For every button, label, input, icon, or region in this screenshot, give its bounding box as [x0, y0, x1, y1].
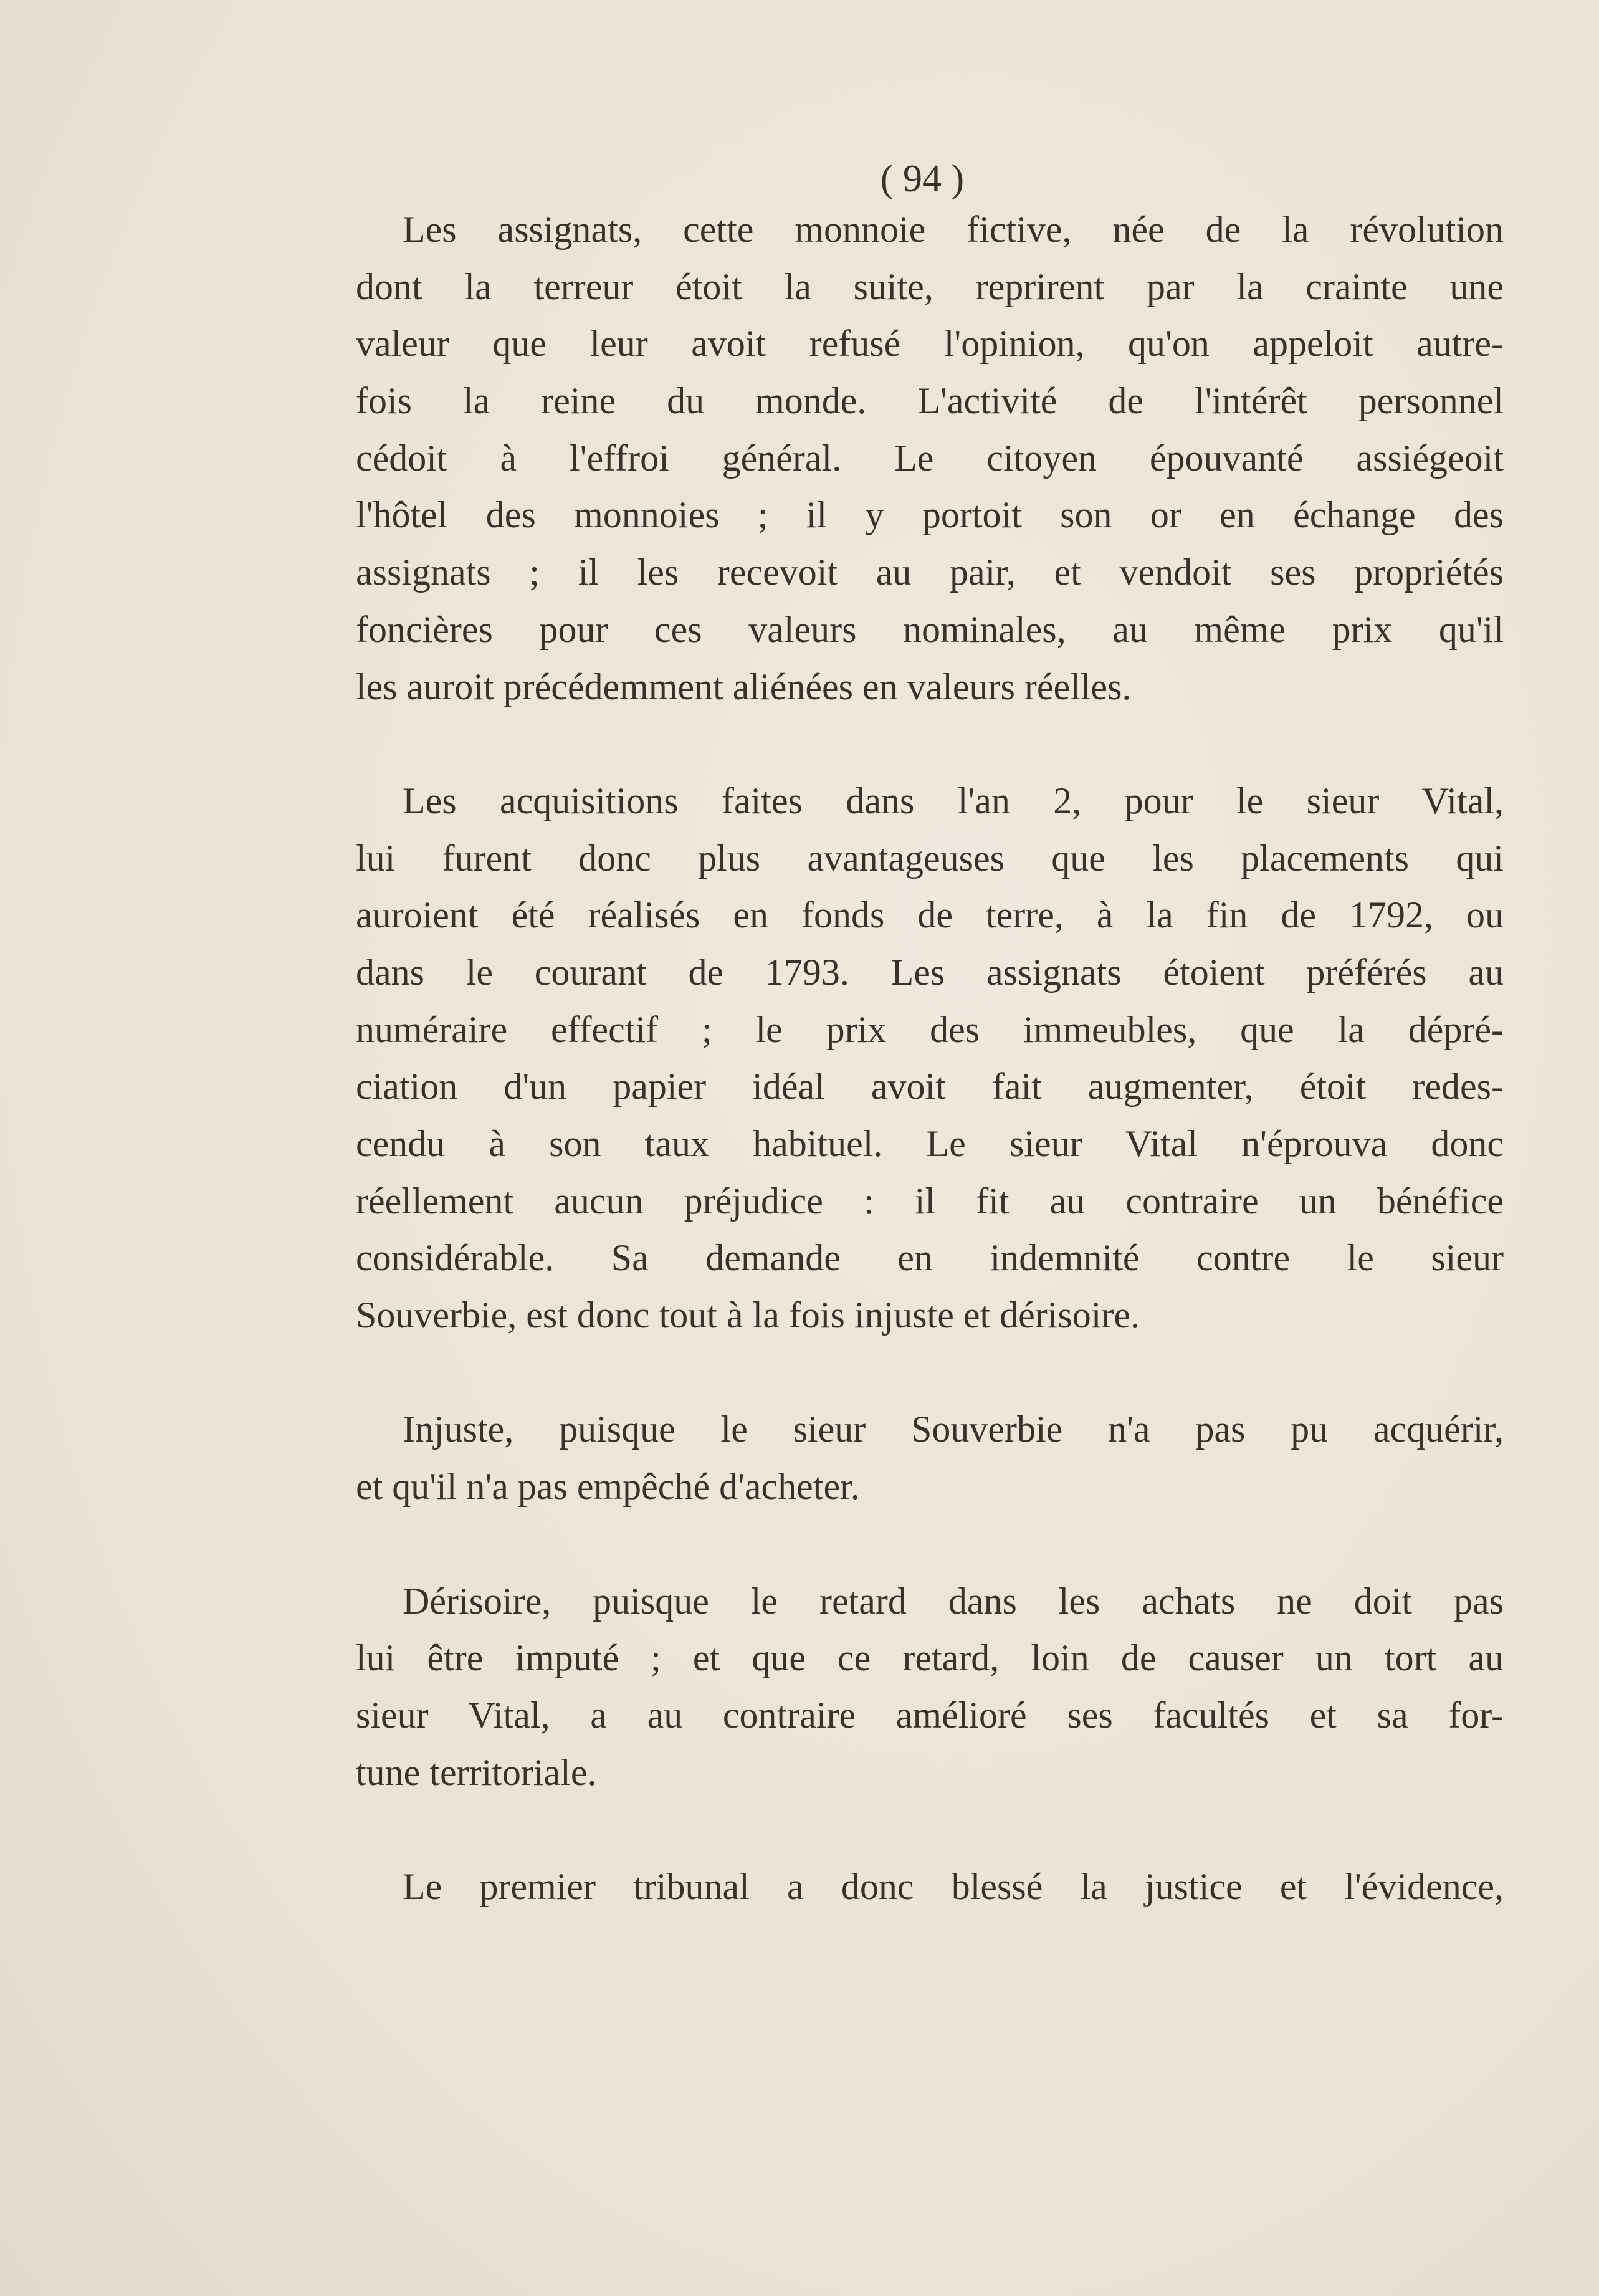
text-line: réellement aucun préjudice : il fit au contraire un bénéfice — [356, 1180, 1504, 1222]
paragraph — [356, 1573, 1504, 1802]
text-line: considérable. Sa demande en indemnité contre le sieur — [356, 1237, 1504, 1279]
text-line: Les assignats, cette monnoie fictive, née de la révolution — [403, 209, 1504, 250]
body-text — [356, 201, 1504, 1916]
text-line: Le premier tribunal a donc blessé la justice et l'évidence, — [403, 1865, 1504, 1907]
text-line: lui être imputé ; et que ce retard, loin de causer un tort au — [356, 1637, 1504, 1679]
paragraph-gap — [356, 1801, 1504, 1858]
text-line: Souverbie, est donc tout à la fois injuste et dérisoire. — [356, 1294, 1140, 1336]
text-line: cédoit à l'effroi général. Le citoyen épouvanté assiégeoit — [356, 437, 1504, 479]
text-line: Dérisoire, puisque le retard dans les achats ne doit pas — [403, 1580, 1504, 1622]
text-line: dans le courant de 1793. Les assignats étoient préférés au — [356, 951, 1504, 993]
text-line: et qu'il n'a pas empêché d'acheter. — [356, 1466, 860, 1508]
paragraph-gap — [356, 1516, 1504, 1573]
text-line: auroient été réalisés en fonds de terre, à la fin de 1792, ou — [356, 894, 1504, 936]
paragraph-gap — [356, 1344, 1504, 1402]
text-line: ciation d'un papier idéal avoit fait augmenter, étoit redes- — [356, 1066, 1504, 1107]
paragraph — [356, 201, 1504, 715]
text-line: Les acquisitions faites dans l'an 2, pour le sieur Vital, — [403, 780, 1504, 821]
text-line: lui furent donc plus avantageuses que les placements qui — [356, 837, 1504, 879]
text-line: sieur Vital, a au contraire amélioré ses facultés et sa for- — [356, 1694, 1504, 1736]
text-line: foncières pour ces valeurs nominales, au même prix qu'il — [356, 608, 1504, 650]
text-line: l'hôtel des monnoies ; il y portoit son or en échange des — [356, 494, 1504, 536]
text-line: les auroit précédemment aliénées en valeurs réelles. — [356, 666, 1132, 707]
paragraph-gap — [356, 715, 1504, 773]
text-line: tune territoriale. — [356, 1751, 597, 1793]
text-line: assignats ; il les recevoit au pair, et vendoit ses propriétés — [356, 552, 1504, 593]
page-number: ( 94 ) — [880, 158, 965, 200]
text-line: cendu à son taux habituel. Le sieur Vital n'éprouva donc — [356, 1123, 1504, 1164]
text-line: Injuste, puisque le sieur Souverbie n'a pas pu acquérir, — [403, 1409, 1504, 1450]
paragraph — [356, 1858, 1504, 1916]
paragraph — [356, 773, 1504, 1344]
text-line: valeur que leur avoit refusé l'opinion, qu'on appeloit autre- — [356, 323, 1504, 365]
paragraph — [356, 1401, 1504, 1515]
text-line: dont la terreur étoit la suite, reprirent par la crainte une — [356, 265, 1504, 307]
text-line: fois la reine du monde. L'activité de l'intérêt personnel — [356, 380, 1504, 422]
text-line: numéraire effectif ; le prix des immeubles, que la dépré- — [356, 1008, 1504, 1050]
